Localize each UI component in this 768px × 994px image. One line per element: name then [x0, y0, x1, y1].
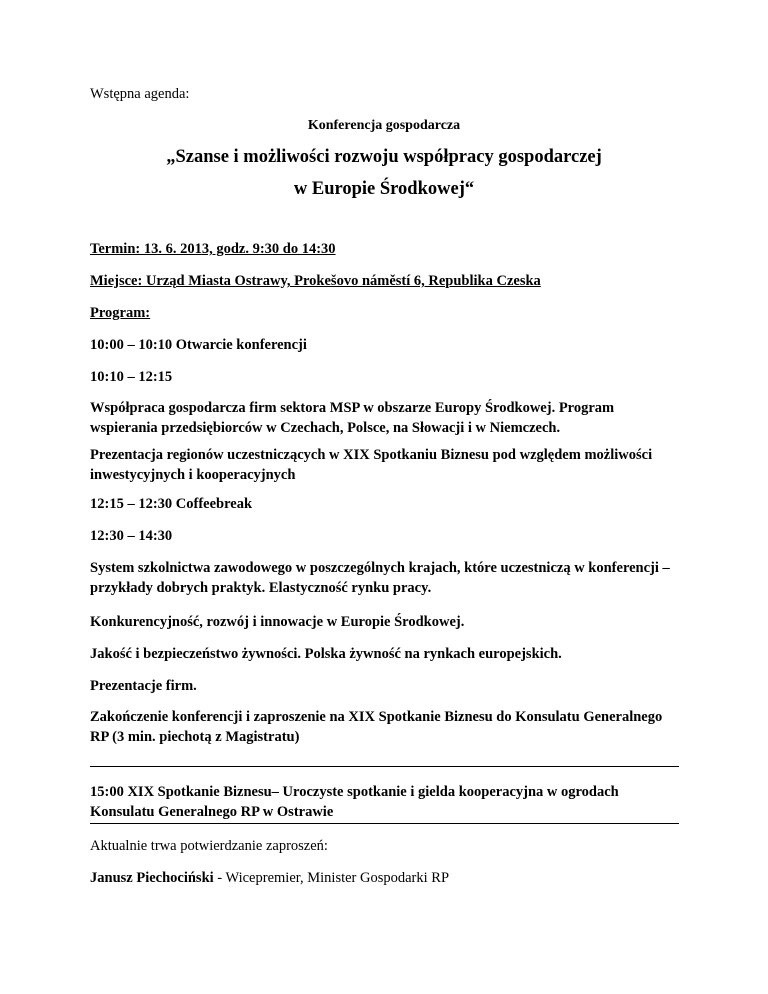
- termin-line: Termin: 13. 6. 2013, godz. 9:30 do 14:30: [90, 241, 336, 257]
- program-time-block-2: 10:10 – 12:15: [90, 369, 173, 385]
- program-coffeebreak: 12:15 – 12:30 Coffeebreak: [90, 496, 253, 512]
- title-line-1: „Szanse i możliwości rozwoju współpracy gospodarczej: [166, 147, 602, 167]
- guest-name: Janusz Piechociński: [90, 870, 214, 886]
- program-paragraph-food: Jakość i bezpieczeństwo żywności. Polska żywność na rynkach europejskich.: [90, 646, 562, 662]
- divider-bottom: [90, 823, 679, 824]
- program-paragraph-cooperation: Współpraca gospodarcza firm sektora MSP w obszarze Europy Środkowej. Program wspierania przedsiębiorców w Czechach, Polsce, na Słowacji i w Niemczech.: [90, 400, 615, 436]
- evening-event: 15:00 XIX Spotkanie Biznesu– Uroczyste spotkanie i gielda kooperacyjna w ogrodach Konsulatu Generalnego RP w Ostrawie: [90, 784, 619, 820]
- event-type: Konferencja gospodarcza: [307, 118, 461, 133]
- program-item-opening: 10:00 – 10:10 Otwarcie konferencji: [90, 337, 307, 353]
- agenda-label: Wstępna agenda:: [90, 86, 190, 102]
- program-paragraph-innovation: Konkurencyjność, rozwój i innowacje w Europie Środkowej.: [90, 614, 465, 630]
- program-paragraph-regions: Prezentacja regionów uczestniczących w XIX Spotkaniu Biznesu pod względem możliwości inwestycyjnych i kooperacyjnych: [90, 447, 653, 483]
- guest-line: [90, 870, 449, 887]
- program-paragraph-education: System szkolnictwa zawodowego w poszczególnych krajach, które uczestniczą w konferencji – przykłady dobrych praktyk. Elastyczność rynku pracy.: [90, 560, 670, 596]
- program-paragraph-companies: Prezentacje firm.: [90, 678, 197, 694]
- program-label: Program:: [90, 305, 151, 321]
- divider-top: [90, 766, 679, 767]
- program-time-block-3: 12:30 – 14:30: [90, 528, 173, 544]
- program-paragraph-closing: Zakończenie konferencji i zaproszenie na XIX Spotkanie Biznesu do Konsulatu Generalnego RP (3 min. piechotą z Magistratu): [90, 709, 663, 745]
- confirmations-intro: Aktualnie trwa potwierdzanie zaproszeń:: [90, 838, 328, 854]
- title-line-2: w Europie Środkowej“: [293, 179, 475, 199]
- miejsce-line: Miejsce: Urząd Miasta Ostrawy, Prokešovo náměstí 6, Republika Czeska: [90, 273, 541, 289]
- guest-role: - Wicepremier, Minister Gospodarki RP: [213, 870, 450, 886]
